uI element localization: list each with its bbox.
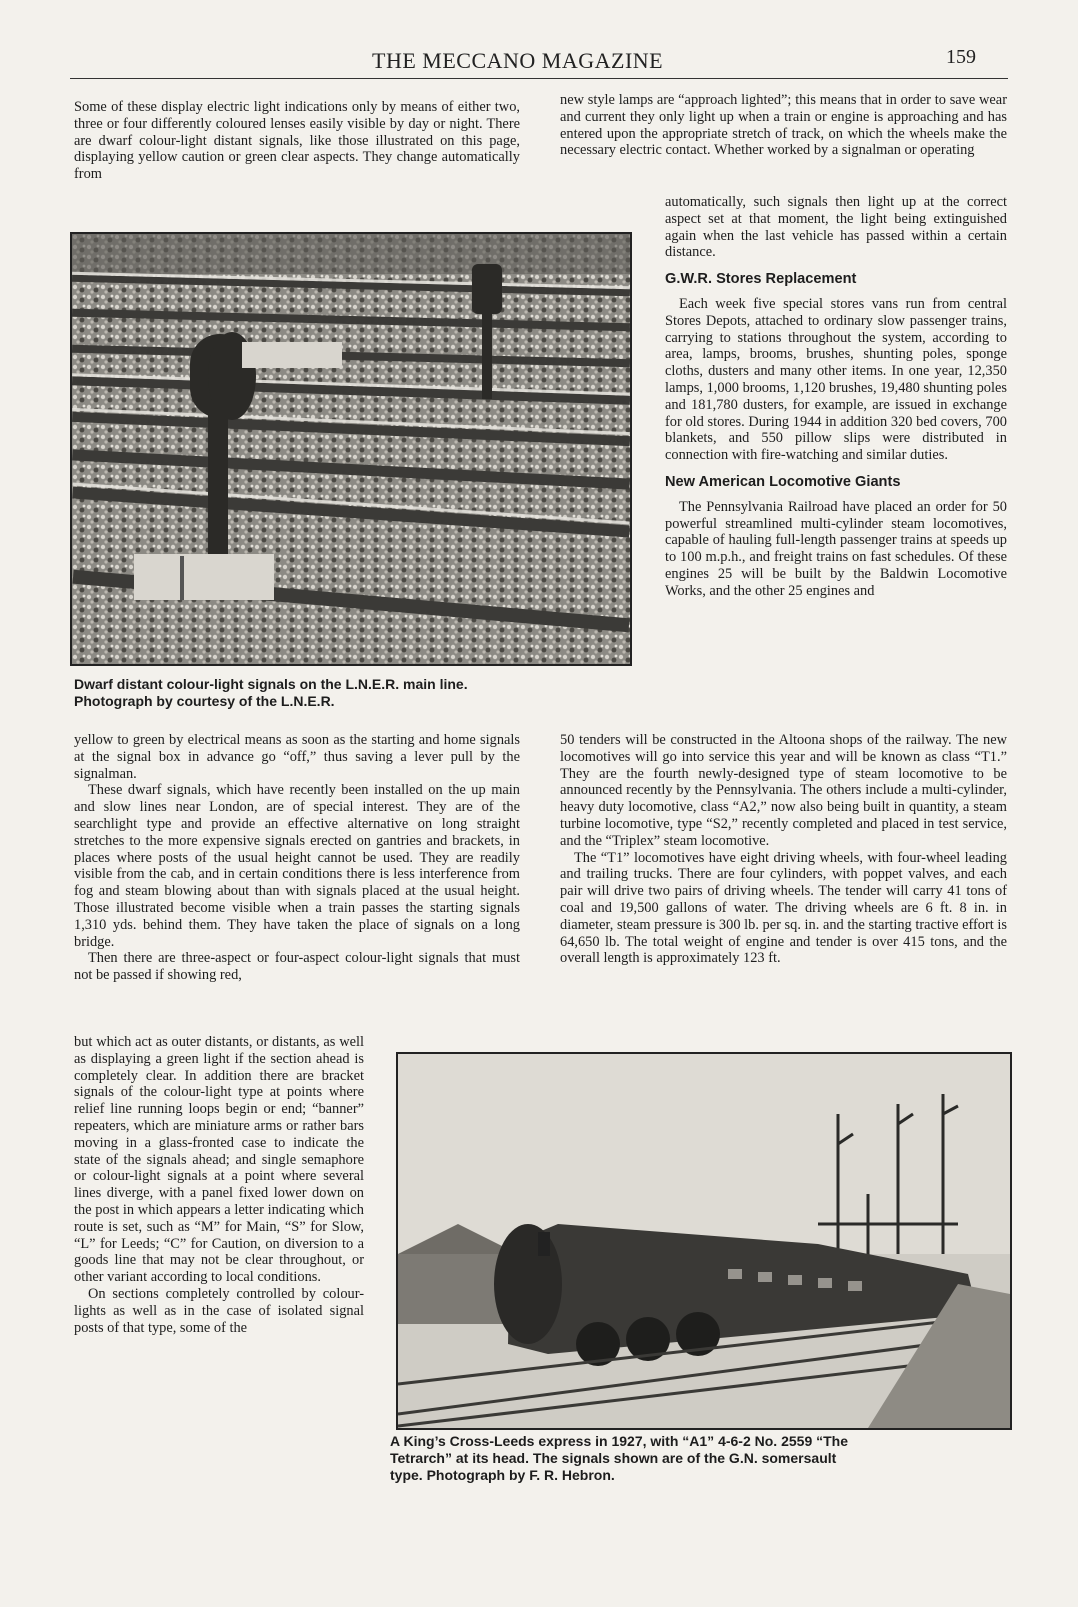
paragraph: Then there are three-aspect or four-aspect colour-light signals that must not be passed if showing red, — [74, 950, 520, 984]
signal-photo-caption — [74, 676, 628, 710]
paragraph: yellow to green by electrical means as soon as the starting and home signals at the signal box in advance go “off,” thus saving a lever pull by the signalman. — [74, 732, 520, 782]
paragraph: On sections completely controlled by colour-lights as well as in the case of isolated signal posts of that type, some of the — [74, 1285, 364, 1336]
dwarf-signal-photo — [70, 232, 632, 666]
section-heading: G.W.R. Stores Replacement — [665, 271, 857, 288]
left-column-middle — [74, 732, 520, 984]
dwarf-signal-image — [72, 234, 630, 664]
paragraph: 50 tenders will be constructed in the Altoona shops of the railway. The new locomotives will go into service this year and will be known as class “T1.” They are the fourth newly-designed type of steam locomotive to be announced recently by the Pennsylvania. The others include a multi-cylinder, heavy duty locomotive, class “A2,” now also being built in quantity, a steam turbine locomotive, type “S2,” recently completed and placed in test service, and the “Triplex” steam locomotive. — [560, 732, 1007, 849]
running-head — [0, 48, 1078, 80]
paragraph: Some of these display electric light indications only by means of either two, three or four differently coloured lenses easily visible by day or night. There are dwarf colour-light distant signals, like those illustrated on this page, displaying yellow caution or green clear aspects. They change automatically from — [74, 99, 520, 183]
magazine-title: THE MECCANO MAGAZINE — [372, 48, 664, 73]
paragraph: but which act as outer distants, or distants, as well as displaying a green light if the section ahead is completely clear. In addition there are bracket signals of the colour-light type at points where relief line running loops begin or end; “banner” repeaters, which are miniature arms or rather bars moving in a glass-fronted case to indicate the state of the signals ahead; and single semaphore or colour-light signals at a point where several lines diverge, with a panel fixed lower down on the post in which appears a letter indicating which route is set, such as “M” for Main, “S” for Slow, “L” for Leeds; “C” for Caution, on diversion to a goods line that may not be clear throughout, or other variant according to local conditions. — [74, 1034, 364, 1286]
paragraph: automatically, such signals then light up at the correct aspect set at that moment, the light being extinguished again when the last vehicle has passed within a certain distance. — [665, 194, 1007, 261]
section-heading: New American Locomotive Giants — [665, 473, 901, 490]
caption-line: Dwarf distant colour-light signals on the L.N.E.R. main line. — [74, 676, 468, 692]
express-train-photo — [396, 1052, 1012, 1430]
paragraph: Each week five special stores vans run from central Stores Depots, attached to ordinary slow passenger trains, carrying to stations throughout the system, according to area, lamps, brooms, brushes, shunting poles, sponge cloths, dusters and many other items. In one year, 12,350 lamps, 1,000 brooms, 1,120 brushes, 19,480 shunting poles and 181,780 dusters, for example, are issued in exchange for old stores. During 1944 in addition 320 bed covers, 700 blankets, and 550 pillow slips were distributed in connection with fire-watching and similar duties. — [665, 295, 1007, 464]
caption-line: A King’s Cross-Leeds express in 1927, with “A1” 4-6-2 No. 2559 “The — [390, 1433, 849, 1449]
right-column-bottom — [560, 732, 1007, 967]
paragraph: The “T1” locomotives have eight driving wheels, with four-wheel leading and trailing trucks. There are four cylinders, with poppet valves, and each pair will drive two pairs of driving wheels. The tender will carry 41 tons of coal and 19,500 gallons of water. The driving wheels are 6 ft. 8 in. in diameter, steam pressure is 300 lb. per sq. in. and the starting tractive effort is 64,650 lb. The total weight of engine and tender is over 415 tons, and the overall length is approximately 123 ft. — [560, 849, 1007, 967]
page-number: 159 — [946, 46, 976, 68]
left-column-top — [74, 99, 520, 183]
paragraph: new style lamps are “approach lighted”; this means that in order to save wear and current they only light up when a train or engine is approaching and has entered upon the appropriate stretch of track, on which the wheels make the necessary electric contact. Whether worked by a signalman or operating — [560, 92, 1007, 159]
right-column-top — [560, 92, 1007, 159]
express-train-image — [398, 1054, 1010, 1428]
left-column-bottom — [74, 1034, 364, 1336]
paragraph: The Pennsylvania Railroad have placed an order for 50 powerful streamlined multi-cylinder steam locomotives, capable of hauling full-length passenger trains at speeds up to 100 m.p.h., and freight trains on fast schedules. Of these engines 25 will be built by the Baldwin Locomotive Works, and the other 25 engines and — [665, 498, 1007, 599]
right-column-narrow — [665, 194, 1007, 600]
train-photo-caption — [390, 1433, 1010, 1484]
caption-line: Photograph by courtesy of the L.N.E.R. — [74, 693, 335, 709]
caption-line: type. Photograph by F. R. Hebron. — [390, 1467, 615, 1483]
caption-line: Tetrarch” at its head. The signals shown are of the G.N. somersault — [390, 1450, 837, 1466]
paragraph: These dwarf signals, which have recently been installed on the up main and slow lines near London, are of special interest. They are of the searchlight type and provide an effective alternative on long straight stretches to the more expensive signals erected on gantries and brackets, in places where posts of the usual height cannot be used. They are readily visible from the cab, and in certain conditions there is less interference from fog and steam blowing about than with signals placed at the usual height. Those illustrated become visible when a train passes the starting signals 1,310 yds. behind them. They have taken the place of signals on a long bridge. — [74, 782, 520, 950]
header-rule — [70, 78, 1008, 79]
